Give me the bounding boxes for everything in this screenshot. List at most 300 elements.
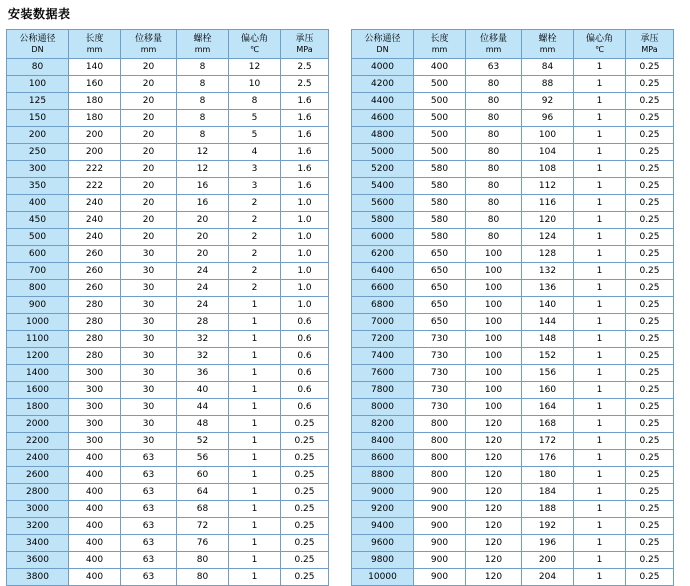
table-cell: 1 [574, 76, 626, 93]
table-cell: 0.25 [626, 263, 674, 280]
table-row [352, 365, 674, 382]
column-header-unit: DN [376, 44, 389, 54]
table-cell: 900 [414, 518, 466, 535]
table-row [7, 399, 329, 416]
tables-container [6, 29, 684, 586]
table-row [7, 76, 329, 93]
table-cell: 0.25 [281, 535, 329, 552]
table-cell: 0.25 [626, 195, 674, 212]
table-cell: 80 [466, 195, 522, 212]
table-cell: 0.25 [626, 331, 674, 348]
table-cell: 730 [414, 365, 466, 382]
table-cell: 80 [466, 212, 522, 229]
cell-dn: 800 [7, 280, 69, 297]
table-cell: 124 [522, 229, 574, 246]
table-cell: 1 [574, 110, 626, 127]
table-row [7, 433, 329, 450]
table-cell: 1 [574, 331, 626, 348]
table-cell: 0.6 [281, 331, 329, 348]
cell-dn: 9400 [352, 518, 414, 535]
table-cell: 192 [522, 518, 574, 535]
table-cell: 280 [69, 331, 121, 348]
cell-dn: 9000 [352, 484, 414, 501]
table-cell: 20 [177, 229, 229, 246]
table-cell: 650 [414, 263, 466, 280]
column-header-main: 公称通径 [19, 33, 56, 44]
column-header-main: 偏心角 [240, 33, 268, 44]
table-cell: 140 [69, 59, 121, 76]
table-cell: 20 [121, 161, 177, 178]
table-cell: 1 [574, 297, 626, 314]
table-cell: 120 [466, 433, 522, 450]
table-cell: 1 [229, 416, 281, 433]
cell-dn: 7000 [352, 314, 414, 331]
cell-dn: 350 [7, 178, 69, 195]
column-header-unit: mm [539, 44, 556, 54]
table-cell: 1.0 [281, 195, 329, 212]
table-cell: 30 [121, 246, 177, 263]
table-cell: 72 [177, 518, 229, 535]
table-cell: 176 [522, 450, 574, 467]
table-cell: 16 [177, 178, 229, 195]
column-header-main: 螺栓 [193, 33, 212, 44]
table-row [352, 518, 674, 535]
column-header-pressure [626, 30, 674, 59]
table-row [352, 297, 674, 314]
table-row [352, 348, 674, 365]
table-cell: 1.6 [281, 110, 329, 127]
table-cell: 30 [121, 416, 177, 433]
table-row [7, 127, 329, 144]
table-cell: 650 [414, 280, 466, 297]
table-cell: 20 [121, 144, 177, 161]
column-header-unit: mm [431, 44, 448, 54]
table-cell: 1.6 [281, 93, 329, 110]
table-cell: 1 [229, 501, 281, 518]
table-cell: 20 [121, 93, 177, 110]
table-body-right [352, 59, 674, 586]
table-cell: 132 [522, 263, 574, 280]
table-cell: 2 [229, 280, 281, 297]
table-cell: 30 [121, 297, 177, 314]
table-cell: 30 [121, 382, 177, 399]
table-cell: 88 [522, 76, 574, 93]
table-row [352, 59, 674, 76]
table-cell: 1 [574, 416, 626, 433]
table-cell: 240 [69, 229, 121, 246]
table-cell: 1 [229, 450, 281, 467]
table-cell: 0.25 [626, 297, 674, 314]
table-cell: 100 [466, 314, 522, 331]
table-cell: 20 [121, 229, 177, 246]
table-cell: 8 [177, 127, 229, 144]
table-cell: 0.25 [281, 416, 329, 433]
table-cell: 80 [466, 93, 522, 110]
column-header-dn [7, 30, 69, 59]
table-cell: 0.25 [281, 484, 329, 501]
table-cell: 1 [574, 569, 626, 586]
table-cell: 96 [522, 110, 574, 127]
table-cell: 0.25 [281, 552, 329, 569]
table-cell: 1 [229, 365, 281, 382]
table-row [7, 314, 329, 331]
table-cell: 1 [574, 280, 626, 297]
column-header-displacement [121, 30, 177, 59]
table-cell: 730 [414, 399, 466, 416]
cell-dn: 5200 [352, 161, 414, 178]
table-cell: 1 [574, 501, 626, 518]
table-cell: 100 [466, 246, 522, 263]
table-cell: 0.25 [626, 433, 674, 450]
cell-dn: 300 [7, 161, 69, 178]
table-cell: 1.0 [281, 229, 329, 246]
table-row [7, 229, 329, 246]
table-cell: 24 [177, 297, 229, 314]
table-cell: 0.25 [626, 569, 674, 586]
table-cell: 76 [177, 535, 229, 552]
table-cell: 180 [69, 110, 121, 127]
cell-dn: 4200 [352, 76, 414, 93]
table-cell: 0.25 [626, 365, 674, 382]
table-row [7, 246, 329, 263]
cell-dn: 7800 [352, 382, 414, 399]
column-header-unit: ℃ [595, 44, 604, 54]
cell-dn: 2400 [7, 450, 69, 467]
table-cell: 8 [177, 76, 229, 93]
table-cell: 20 [121, 178, 177, 195]
table-row [352, 263, 674, 280]
table-cell: 200 [69, 127, 121, 144]
table-row [352, 552, 674, 569]
table-cell: 260 [69, 246, 121, 263]
table-cell: 120 [466, 535, 522, 552]
table-cell: 63 [121, 484, 177, 501]
table-cell: 1 [574, 518, 626, 535]
table-row [7, 110, 329, 127]
table-cell: 2 [229, 246, 281, 263]
table-cell: 80 [177, 569, 229, 586]
table-cell: 20 [121, 110, 177, 127]
table-cell: 172 [522, 433, 574, 450]
table-cell: 52 [177, 433, 229, 450]
table-cell: 0.25 [626, 552, 674, 569]
cell-dn: 1000 [7, 314, 69, 331]
cell-dn: 1400 [7, 365, 69, 382]
table-cell: 400 [69, 484, 121, 501]
table-row [352, 484, 674, 501]
table-row [352, 178, 674, 195]
table-cell: 0.6 [281, 314, 329, 331]
table-cell: 280 [69, 297, 121, 314]
column-header-bolt [177, 30, 229, 59]
table-row [352, 280, 674, 297]
table-cell: 730 [414, 331, 466, 348]
column-header-unit: MPa [296, 44, 313, 54]
table-cell: 164 [522, 399, 574, 416]
table-cell: 0.25 [626, 450, 674, 467]
table-cell: 0.25 [626, 178, 674, 195]
table-cell: 148 [522, 331, 574, 348]
table-cell: 800 [414, 433, 466, 450]
table-cell: 100 [466, 348, 522, 365]
table-row [352, 331, 674, 348]
column-header-displacement [466, 30, 522, 59]
cell-dn: 3600 [7, 552, 69, 569]
table-cell: 120 [466, 552, 522, 569]
table-row [7, 144, 329, 161]
table-cell: 8 [229, 93, 281, 110]
column-header-main: 公称通径 [364, 33, 401, 44]
table-cell: 400 [69, 552, 121, 569]
table-cell: 1 [229, 382, 281, 399]
table-row [7, 93, 329, 110]
column-header-unit: mm [140, 44, 157, 54]
table-cell: 1 [574, 127, 626, 144]
table-cell: 63 [121, 450, 177, 467]
cell-dn: 4600 [352, 110, 414, 127]
table-cell: 280 [69, 314, 121, 331]
table-cell: 12 [177, 144, 229, 161]
table-cell: 730 [414, 382, 466, 399]
column-header-length [69, 30, 121, 59]
table-cell: 0.25 [281, 569, 329, 586]
table-cell: 196 [522, 535, 574, 552]
table-cell: 1.6 [281, 127, 329, 144]
cell-dn: 6400 [352, 263, 414, 280]
table-cell: 200 [69, 144, 121, 161]
column-header-main: 长度 [85, 33, 104, 44]
cell-dn: 900 [7, 297, 69, 314]
table-cell: 0.25 [626, 229, 674, 246]
table-cell: 36 [177, 365, 229, 382]
column-header-eccentric-angle [229, 30, 281, 59]
table-cell: 5 [229, 127, 281, 144]
cell-dn: 8400 [352, 433, 414, 450]
table-cell: 500 [414, 93, 466, 110]
table-cell: 64 [177, 484, 229, 501]
table-cell: 56 [177, 450, 229, 467]
table-cell: 580 [414, 212, 466, 229]
table-row [7, 59, 329, 76]
table-cell: 800 [414, 416, 466, 433]
table-cell: 112 [522, 178, 574, 195]
table-cell: 100 [522, 127, 574, 144]
table-cell: 0.25 [626, 382, 674, 399]
cell-dn: 5800 [352, 212, 414, 229]
table-row [352, 246, 674, 263]
table-cell: 1 [574, 365, 626, 382]
table-cell: 1 [574, 348, 626, 365]
table-row [352, 399, 674, 416]
table-cell: 1 [574, 195, 626, 212]
column-header-eccentric-angle [574, 30, 626, 59]
table-cell: 0.25 [281, 501, 329, 518]
cell-dn: 4400 [352, 93, 414, 110]
table-cell: 108 [522, 161, 574, 178]
table-row [7, 416, 329, 433]
table-cell: 2 [229, 229, 281, 246]
table-cell: 3 [229, 178, 281, 195]
table-row [7, 450, 329, 467]
table-cell: 1 [229, 467, 281, 484]
table-cell: 20 [121, 59, 177, 76]
table-cell: 32 [177, 348, 229, 365]
column-header-main: 螺栓 [538, 33, 557, 44]
table-cell: 40 [177, 382, 229, 399]
table-cell: 1 [229, 552, 281, 569]
table-cell: 80 [466, 229, 522, 246]
table-cell: 730 [414, 348, 466, 365]
cell-dn: 6000 [352, 229, 414, 246]
table-cell: 120 [466, 484, 522, 501]
table-cell: 260 [69, 280, 121, 297]
table-cell: 0.6 [281, 365, 329, 382]
column-header-main: 长度 [430, 33, 449, 44]
table-cell: 84 [522, 59, 574, 76]
table-cell: 400 [69, 569, 121, 586]
table-cell: 3 [229, 161, 281, 178]
table-cell: 400 [69, 450, 121, 467]
table-cell: 300 [69, 382, 121, 399]
cell-dn: 600 [7, 246, 69, 263]
table-cell: 1 [574, 246, 626, 263]
table-cell: 30 [121, 399, 177, 416]
table-cell: 1 [229, 314, 281, 331]
table-row [352, 161, 674, 178]
table-cell: 0.25 [626, 416, 674, 433]
table-cell: 900 [414, 535, 466, 552]
table-row [352, 195, 674, 212]
table-cell: 80 [466, 127, 522, 144]
table-cell: 200 [522, 552, 574, 569]
cell-dn: 7200 [352, 331, 414, 348]
cell-dn: 8600 [352, 450, 414, 467]
table-cell: 300 [69, 365, 121, 382]
table-cell: 1 [574, 535, 626, 552]
table-row [7, 280, 329, 297]
table-cell: 2.5 [281, 76, 329, 93]
table-cell: 2.5 [281, 59, 329, 76]
table-cell: 1 [574, 450, 626, 467]
table-cell: 120 [466, 501, 522, 518]
table-cell: 0.25 [626, 399, 674, 416]
table-cell: 400 [69, 467, 121, 484]
table-cell: 300 [69, 416, 121, 433]
table-cell: 20 [121, 127, 177, 144]
table-cell: 240 [69, 195, 121, 212]
table-row [352, 229, 674, 246]
cell-dn: 2600 [7, 467, 69, 484]
table-cell: 1 [229, 569, 281, 586]
table-cell: 120 [466, 467, 522, 484]
table-row [352, 467, 674, 484]
table-cell: 0.25 [281, 518, 329, 535]
table-cell: 1 [574, 382, 626, 399]
table-cell: 44 [177, 399, 229, 416]
table-row [7, 552, 329, 569]
table-cell: 1 [229, 484, 281, 501]
table-row [7, 501, 329, 518]
column-header-main: 位移量 [134, 33, 162, 44]
table-cell: 260 [69, 263, 121, 280]
table-cell: 1 [574, 144, 626, 161]
cell-dn: 9200 [352, 501, 414, 518]
column-header-unit: mm [194, 44, 211, 54]
cell-dn: 1100 [7, 331, 69, 348]
cell-dn: 6200 [352, 246, 414, 263]
table-cell: 30 [121, 263, 177, 280]
column-header-unit: MPa [641, 44, 658, 54]
table-cell: 0.25 [626, 484, 674, 501]
cell-dn: 500 [7, 229, 69, 246]
table-row [7, 569, 329, 586]
cell-dn: 8200 [352, 416, 414, 433]
table-cell: 1 [229, 331, 281, 348]
table-cell: 1 [229, 399, 281, 416]
table-cell: 180 [69, 93, 121, 110]
table-cell: 0.25 [626, 535, 674, 552]
table-row [352, 382, 674, 399]
table-cell: 1.6 [281, 161, 329, 178]
table-cell: 0.25 [626, 127, 674, 144]
table-cell: 1 [574, 178, 626, 195]
table-cell: 0.25 [626, 518, 674, 535]
table-row [352, 314, 674, 331]
table-cell: 580 [414, 161, 466, 178]
cell-dn: 2800 [7, 484, 69, 501]
table-cell: 80 [466, 144, 522, 161]
table-cell: 900 [414, 484, 466, 501]
cell-dn: 9800 [352, 552, 414, 569]
table-cell: 8 [177, 59, 229, 76]
table-cell: 0.25 [281, 467, 329, 484]
table-cell: 80 [466, 110, 522, 127]
cell-dn: 200 [7, 127, 69, 144]
table-cell: 12 [229, 59, 281, 76]
table-cell: 63 [121, 569, 177, 586]
table-cell: 30 [121, 365, 177, 382]
table-cell: 1.0 [281, 212, 329, 229]
table-row [7, 348, 329, 365]
column-header-length [414, 30, 466, 59]
table-cell: 1.0 [281, 246, 329, 263]
table-row [7, 331, 329, 348]
table-cell: 144 [522, 314, 574, 331]
table-cell: 5 [229, 110, 281, 127]
column-header-pressure [281, 30, 329, 59]
table-cell: 900 [414, 501, 466, 518]
table-cell: 1 [574, 399, 626, 416]
cell-dn: 7400 [352, 348, 414, 365]
column-header-main: 承压 [640, 33, 659, 44]
table-cell: 156 [522, 365, 574, 382]
cell-dn: 450 [7, 212, 69, 229]
table-cell: 184 [522, 484, 574, 501]
table-cell: 1 [229, 433, 281, 450]
table-cell: 900 [414, 552, 466, 569]
table-cell: 100 [466, 382, 522, 399]
table-row [352, 144, 674, 161]
table-cell: 63 [121, 518, 177, 535]
table-cell: 20 [121, 212, 177, 229]
cell-dn: 3200 [7, 518, 69, 535]
cell-dn: 1800 [7, 399, 69, 416]
column-header-unit: mm [86, 44, 103, 54]
table-row [352, 76, 674, 93]
table-cell: 1 [574, 433, 626, 450]
table-cell: 1 [574, 263, 626, 280]
table-cell: 4 [229, 144, 281, 161]
